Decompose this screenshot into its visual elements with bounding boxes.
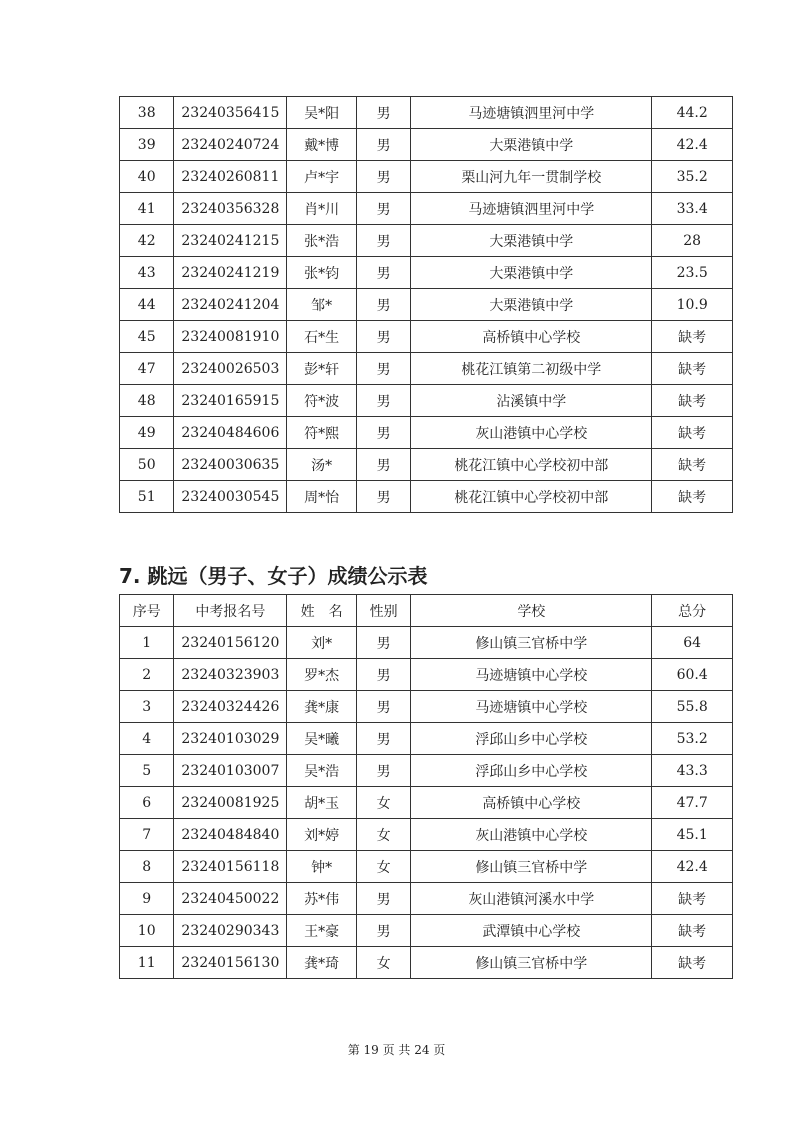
school-cell: 武潭镇中心学校 <box>411 915 652 947</box>
school-cell: 马迹塘镇泗里河中学 <box>411 193 652 225</box>
school-cell: 桃花江镇中心学校初中部 <box>411 449 652 481</box>
table-row <box>120 353 733 385</box>
exam-id-cell: 23240450022 <box>174 883 287 915</box>
name-cell: 胡*玉 <box>287 787 357 819</box>
seq-cell: 5 <box>120 755 174 787</box>
seq-cell: 6 <box>120 787 174 819</box>
score-cell: 缺考 <box>652 481 733 513</box>
name-cell: 周*怡 <box>287 481 357 513</box>
seq-cell: 2 <box>120 659 174 691</box>
seq-cell: 50 <box>120 449 174 481</box>
table-row <box>120 915 733 947</box>
table-row <box>120 819 733 851</box>
exam-id-cell: 23240081910 <box>174 321 287 353</box>
school-cell: 沾溪镇中学 <box>411 385 652 417</box>
name-cell: 吴*阳 <box>287 97 357 129</box>
table-row <box>120 225 733 257</box>
school-cell: 灰山港镇中心学校 <box>411 819 652 851</box>
exam-id-cell: 23240103007 <box>174 755 287 787</box>
school-cell: 栗山河九年一贯制学校 <box>411 161 652 193</box>
school-cell: 马迹塘镇中心学校 <box>411 659 652 691</box>
exam-id-cell: 23240030635 <box>174 449 287 481</box>
score-cell: 缺考 <box>652 321 733 353</box>
exam-id-cell: 23240484840 <box>174 819 287 851</box>
name-cell: 张*钧 <box>287 257 357 289</box>
seq-cell: 39 <box>120 129 174 161</box>
school-cell: 修山镇三官桥中学 <box>411 627 652 659</box>
section-title-long-jump: 7. 跳远（男子、女子）成绩公示表 <box>119 564 428 588</box>
school-cell: 灰山港镇河溪水中学 <box>411 883 652 915</box>
table-row <box>120 691 733 723</box>
school-cell: 桃花江镇中心学校初中部 <box>411 481 652 513</box>
score-cell: 53.2 <box>652 723 733 755</box>
name-cell: 吴*浩 <box>287 755 357 787</box>
table-row <box>120 723 733 755</box>
name-cell: 吴*曦 <box>287 723 357 755</box>
exam-id-cell: 23240156130 <box>174 947 287 979</box>
table-header-row <box>120 595 733 627</box>
score-cell: 缺考 <box>652 449 733 481</box>
name-cell: 刘*婷 <box>287 819 357 851</box>
table-row <box>120 449 733 481</box>
seq-cell: 42 <box>120 225 174 257</box>
exam-id-cell: 23240026503 <box>174 353 287 385</box>
exam-id-cell: 23240356328 <box>174 193 287 225</box>
exam-id-cell: 23240260811 <box>174 161 287 193</box>
gender-cell: 男 <box>356 129 410 161</box>
name-cell: 卢*宇 <box>287 161 357 193</box>
table-row <box>120 193 733 225</box>
score-cell: 缺考 <box>652 385 733 417</box>
school-cell: 修山镇三官桥中学 <box>411 947 652 979</box>
gender-cell: 女 <box>356 947 410 979</box>
name-cell: 戴*博 <box>287 129 357 161</box>
gender-cell: 女 <box>356 851 410 883</box>
seq-cell: 9 <box>120 883 174 915</box>
seq-cell: 45 <box>120 321 174 353</box>
seq-cell: 40 <box>120 161 174 193</box>
table-row <box>120 97 733 129</box>
name-cell: 张*浩 <box>287 225 357 257</box>
gender-cell: 男 <box>356 755 410 787</box>
school-cell: 修山镇三官桥中学 <box>411 851 652 883</box>
long-jump-results-table <box>119 594 733 979</box>
header-exam-id: 中考报名号 <box>174 595 287 627</box>
exam-id-cell: 23240290343 <box>174 915 287 947</box>
exam-id-cell: 23240165915 <box>174 385 287 417</box>
school-cell: 大栗港镇中学 <box>411 225 652 257</box>
score-cell: 33.4 <box>652 193 733 225</box>
table-row <box>120 659 733 691</box>
name-cell: 汤* <box>287 449 357 481</box>
name-cell: 苏*伟 <box>287 883 357 915</box>
table-row <box>120 321 733 353</box>
gender-cell: 男 <box>356 449 410 481</box>
name-cell: 龚*琦 <box>287 947 357 979</box>
table-row <box>120 257 733 289</box>
score-cell: 47.7 <box>652 787 733 819</box>
score-cell: 28 <box>652 225 733 257</box>
gender-cell: 男 <box>356 883 410 915</box>
gender-cell: 男 <box>356 353 410 385</box>
name-cell: 罗*杰 <box>287 659 357 691</box>
header-name: 姓 名 <box>287 595 357 627</box>
table-row <box>120 161 733 193</box>
name-cell: 肖*川 <box>287 193 357 225</box>
gender-cell: 男 <box>356 193 410 225</box>
gender-cell: 男 <box>356 321 410 353</box>
exam-id-cell: 23240324426 <box>174 691 287 723</box>
header-school: 学校 <box>411 595 652 627</box>
gender-cell: 男 <box>356 385 410 417</box>
exam-id-cell: 23240484606 <box>174 417 287 449</box>
name-cell: 符*波 <box>287 385 357 417</box>
exam-id-cell: 23240240724 <box>174 129 287 161</box>
seq-cell: 41 <box>120 193 174 225</box>
school-cell: 桃花江镇第二初级中学 <box>411 353 652 385</box>
seq-cell: 8 <box>120 851 174 883</box>
gender-cell: 男 <box>356 627 410 659</box>
score-cell: 缺考 <box>652 417 733 449</box>
seq-cell: 44 <box>120 289 174 321</box>
seq-cell: 10 <box>120 915 174 947</box>
gender-cell: 男 <box>356 723 410 755</box>
exam-id-cell: 23240356415 <box>174 97 287 129</box>
table-row <box>120 787 733 819</box>
table-row <box>120 289 733 321</box>
gender-cell: 男 <box>356 289 410 321</box>
score-cell: 42.4 <box>652 129 733 161</box>
gender-cell: 男 <box>356 691 410 723</box>
school-cell: 灰山港镇中心学校 <box>411 417 652 449</box>
exam-id-cell: 23240241204 <box>174 289 287 321</box>
school-cell: 大栗港镇中学 <box>411 129 652 161</box>
name-cell: 石*生 <box>287 321 357 353</box>
score-cell: 60.4 <box>652 659 733 691</box>
school-cell: 马迹塘镇泗里河中学 <box>411 97 652 129</box>
seq-cell: 1 <box>120 627 174 659</box>
table-row <box>120 481 733 513</box>
results-table-continued <box>119 96 733 513</box>
seq-cell: 3 <box>120 691 174 723</box>
name-cell: 刘* <box>287 627 357 659</box>
name-cell: 王*豪 <box>287 915 357 947</box>
seq-cell: 4 <box>120 723 174 755</box>
gender-cell: 男 <box>356 915 410 947</box>
table-row <box>120 627 733 659</box>
school-cell: 浮邱山乡中心学校 <box>411 755 652 787</box>
gender-cell: 男 <box>356 161 410 193</box>
table-row <box>120 385 733 417</box>
gender-cell: 男 <box>356 225 410 257</box>
gender-cell: 男 <box>356 659 410 691</box>
school-cell: 高桥镇中心学校 <box>411 787 652 819</box>
gender-cell: 男 <box>356 257 410 289</box>
score-cell: 64 <box>652 627 733 659</box>
score-cell: 10.9 <box>652 289 733 321</box>
score-cell: 35.2 <box>652 161 733 193</box>
score-cell: 缺考 <box>652 353 733 385</box>
table-row <box>120 947 733 979</box>
exam-id-cell: 23240030545 <box>174 481 287 513</box>
school-cell: 浮邱山乡中心学校 <box>411 723 652 755</box>
table-row <box>120 129 733 161</box>
score-cell: 缺考 <box>652 915 733 947</box>
table-row <box>120 755 733 787</box>
gender-cell: 男 <box>356 97 410 129</box>
gender-cell: 男 <box>356 481 410 513</box>
table-row <box>120 417 733 449</box>
exam-id-cell: 23240323903 <box>174 659 287 691</box>
seq-cell: 7 <box>120 819 174 851</box>
exam-id-cell: 23240156118 <box>174 851 287 883</box>
exam-id-cell: 23240081925 <box>174 787 287 819</box>
page-number: 第 19 页 共 24 页 <box>347 1043 446 1057</box>
seq-cell: 51 <box>120 481 174 513</box>
header-seq: 序号 <box>120 595 174 627</box>
header-gender: 性别 <box>356 595 410 627</box>
score-cell: 缺考 <box>652 883 733 915</box>
school-cell: 马迹塘镇中心学校 <box>411 691 652 723</box>
gender-cell: 女 <box>356 819 410 851</box>
score-cell: 44.2 <box>652 97 733 129</box>
seq-cell: 49 <box>120 417 174 449</box>
table-row <box>120 851 733 883</box>
name-cell: 彭*轩 <box>287 353 357 385</box>
score-cell: 42.4 <box>652 851 733 883</box>
exam-id-cell: 23240241215 <box>174 225 287 257</box>
score-cell: 43.3 <box>652 755 733 787</box>
seq-cell: 48 <box>120 385 174 417</box>
score-cell: 55.8 <box>652 691 733 723</box>
exam-id-cell: 23240241219 <box>174 257 287 289</box>
score-cell: 23.5 <box>652 257 733 289</box>
school-cell: 高桥镇中心学校 <box>411 321 652 353</box>
score-cell: 缺考 <box>652 947 733 979</box>
gender-cell: 女 <box>356 787 410 819</box>
seq-cell: 38 <box>120 97 174 129</box>
school-cell: 大栗港镇中学 <box>411 289 652 321</box>
exam-id-cell: 23240156120 <box>174 627 287 659</box>
name-cell: 钟* <box>287 851 357 883</box>
seq-cell: 43 <box>120 257 174 289</box>
header-score: 总分 <box>652 595 733 627</box>
name-cell: 龚*康 <box>287 691 357 723</box>
name-cell: 邹* <box>287 289 357 321</box>
name-cell: 符*熙 <box>287 417 357 449</box>
exam-id-cell: 23240103029 <box>174 723 287 755</box>
seq-cell: 47 <box>120 353 174 385</box>
score-cell: 45.1 <box>652 819 733 851</box>
table-row <box>120 883 733 915</box>
gender-cell: 男 <box>356 417 410 449</box>
seq-cell: 11 <box>120 947 174 979</box>
school-cell: 大栗港镇中学 <box>411 257 652 289</box>
